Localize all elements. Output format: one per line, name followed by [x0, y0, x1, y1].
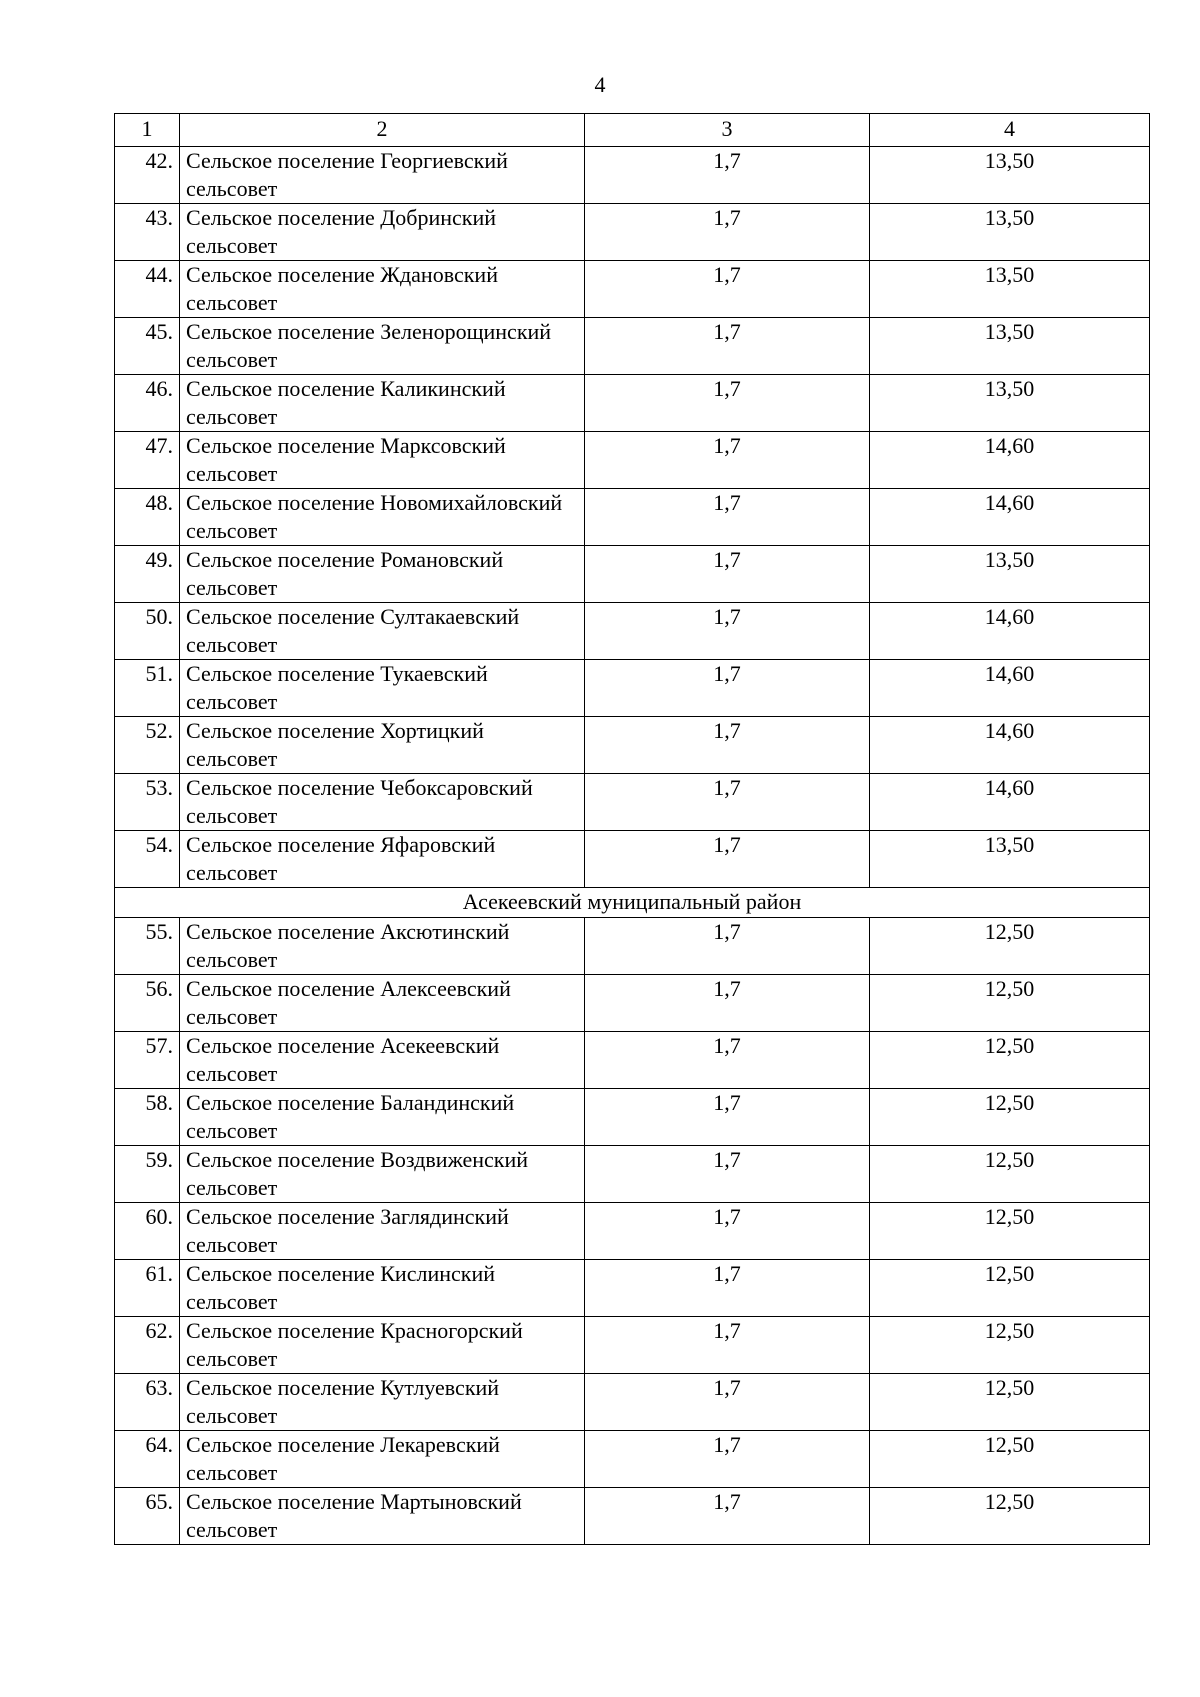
value-col-4: 13,50 — [870, 375, 1150, 432]
value-col-3: 1,7 — [585, 717, 870, 774]
row-number: 46. — [115, 375, 180, 432]
value-col-4: 12,50 — [870, 975, 1150, 1032]
settlement-name: Сельское поселение Ждановский сельсовет — [180, 261, 585, 318]
value-col-3: 1,7 — [585, 975, 870, 1032]
value-col-4: 12,50 — [870, 1431, 1150, 1488]
settlement-name: Сельское поселение Романовский сельсовет — [180, 546, 585, 603]
row-number: 62. — [115, 1317, 180, 1374]
row-number: 44. — [115, 261, 180, 318]
row-number: 61. — [115, 1260, 180, 1317]
table-row — [115, 546, 1150, 603]
row-number: 54. — [115, 831, 180, 888]
value-col-3: 1,7 — [585, 1374, 870, 1431]
value-col-3: 1,7 — [585, 489, 870, 546]
value-col-4: 13,50 — [870, 261, 1150, 318]
value-col-4: 12,50 — [870, 1089, 1150, 1146]
table-row — [115, 774, 1150, 831]
table-row — [115, 1317, 1150, 1374]
table-row — [115, 204, 1150, 261]
table-row — [115, 603, 1150, 660]
row-number: 55. — [115, 918, 180, 975]
row-number: 57. — [115, 1032, 180, 1089]
table-row — [115, 975, 1150, 1032]
value-col-4: 14,60 — [870, 660, 1150, 717]
table-row — [115, 1431, 1150, 1488]
row-number: 52. — [115, 717, 180, 774]
table-body — [115, 114, 1150, 1545]
value-col-3: 1,7 — [585, 603, 870, 660]
settlement-name: Сельское поселение Добринский сельсовет — [180, 204, 585, 261]
row-number: 51. — [115, 660, 180, 717]
row-number: 49. — [115, 546, 180, 603]
settlement-name: Сельское поселение Хортицкий сельсовет — [180, 717, 585, 774]
settlement-name: Сельское поселение Лекаревский сельсовет — [180, 1431, 585, 1488]
value-col-3: 1,7 — [585, 375, 870, 432]
value-col-4: 14,60 — [870, 774, 1150, 831]
table-row — [115, 660, 1150, 717]
row-number: 42. — [115, 147, 180, 204]
table-row — [115, 717, 1150, 774]
value-col-3: 1,7 — [585, 546, 870, 603]
settlement-name: Сельское поселение Новомихайловский сельсовет — [180, 489, 585, 546]
value-col-3: 1,7 — [585, 660, 870, 717]
value-col-4: 12,50 — [870, 1032, 1150, 1089]
section-title: Асекеевский муниципальный район — [115, 888, 1150, 918]
settlement-name: Сельское поселение Красногорский сельсовет — [180, 1317, 585, 1374]
value-col-4: 13,50 — [870, 831, 1150, 888]
value-col-4: 14,60 — [870, 717, 1150, 774]
row-number: 45. — [115, 318, 180, 375]
settlement-name: Сельское поселение Асекеевский сельсовет — [180, 1032, 585, 1089]
settlement-name: Сельское поселение Султакаевский сельсовет — [180, 603, 585, 660]
settlement-name: Сельское поселение Георгиевский сельсовет — [180, 147, 585, 204]
row-number: 48. — [115, 489, 180, 546]
value-col-3: 1,7 — [585, 1089, 870, 1146]
table-row — [115, 1260, 1150, 1317]
settlement-name: Сельское поселение Яфаровский сельсовет — [180, 831, 585, 888]
settlement-name: Сельское поселение Кислинский сельсовет — [180, 1260, 585, 1317]
value-col-4: 13,50 — [870, 204, 1150, 261]
row-number: 65. — [115, 1488, 180, 1545]
row-number: 63. — [115, 1374, 180, 1431]
value-col-3: 1,7 — [585, 1032, 870, 1089]
settlement-name: Сельское поселение Каликинский сельсовет — [180, 375, 585, 432]
table-row — [115, 375, 1150, 432]
table-row — [115, 1032, 1150, 1089]
value-col-3: 1,7 — [585, 318, 870, 375]
table-row — [115, 147, 1150, 204]
value-col-3: 1,7 — [585, 1260, 870, 1317]
header-row — [115, 114, 1150, 147]
settlement-name: Сельское поселение Зеленорощинский сельсовет — [180, 318, 585, 375]
table-row — [115, 918, 1150, 975]
value-col-4: 12,50 — [870, 918, 1150, 975]
section-row — [115, 888, 1150, 918]
value-col-4: 12,50 — [870, 1260, 1150, 1317]
value-col-4: 13,50 — [870, 546, 1150, 603]
value-col-3: 1,7 — [585, 831, 870, 888]
row-number: 64. — [115, 1431, 180, 1488]
value-col-4: 12,50 — [870, 1488, 1150, 1545]
value-col-4: 14,60 — [870, 432, 1150, 489]
table-row — [115, 261, 1150, 318]
value-col-3: 1,7 — [585, 774, 870, 831]
table-row — [115, 1203, 1150, 1260]
value-col-4: 12,50 — [870, 1203, 1150, 1260]
header-cell-1: 1 — [115, 114, 180, 147]
row-number: 43. — [115, 204, 180, 261]
value-col-3: 1,7 — [585, 1317, 870, 1374]
value-col-3: 1,7 — [585, 147, 870, 204]
value-col-3: 1,7 — [585, 1488, 870, 1545]
row-number: 60. — [115, 1203, 180, 1260]
header-cell-4: 4 — [870, 114, 1150, 147]
header-cell-2: 2 — [180, 114, 585, 147]
value-col-3: 1,7 — [585, 1431, 870, 1488]
value-col-3: 1,7 — [585, 1146, 870, 1203]
settlement-name: Сельское поселение Баландинский сельсовет — [180, 1089, 585, 1146]
settlement-name: Сельское поселение Воздвиженский сельсовет — [180, 1146, 585, 1203]
page-number: 4 — [594, 72, 606, 97]
table-row — [115, 1488, 1150, 1545]
row-number: 47. — [115, 432, 180, 489]
row-number: 50. — [115, 603, 180, 660]
value-col-3: 1,7 — [585, 204, 870, 261]
row-number: 59. — [115, 1146, 180, 1203]
settlement-name: Сельское поселение Кутлуевский сельсовет — [180, 1374, 585, 1431]
row-number: 56. — [115, 975, 180, 1032]
tariff-table — [114, 113, 1150, 1545]
table-row — [115, 1089, 1150, 1146]
table-row — [115, 831, 1150, 888]
value-col-3: 1,7 — [585, 918, 870, 975]
settlement-name: Сельское поселение Алексеевский сельсовет — [180, 975, 585, 1032]
settlement-name: Сельское поселение Чебоксаровский сельсовет — [180, 774, 585, 831]
table-row — [115, 1146, 1150, 1203]
settlement-name: Сельское поселение Аксютинский сельсовет — [180, 918, 585, 975]
settlement-name: Сельское поселение Тукаевский сельсовет — [180, 660, 585, 717]
header-cell-3: 3 — [585, 114, 870, 147]
row-number: 58. — [115, 1089, 180, 1146]
table-row — [115, 489, 1150, 546]
value-col-3: 1,7 — [585, 432, 870, 489]
value-col-4: 12,50 — [870, 1374, 1150, 1431]
value-col-3: 1,7 — [585, 1203, 870, 1260]
settlement-name: Сельское поселение Заглядинский сельсовет — [180, 1203, 585, 1260]
table-row — [115, 432, 1150, 489]
value-col-4: 13,50 — [870, 147, 1150, 204]
table-row — [115, 318, 1150, 375]
row-number: 53. — [115, 774, 180, 831]
settlement-name: Сельское поселение Мартыновский сельсовет — [180, 1488, 585, 1545]
value-col-4: 12,50 — [870, 1146, 1150, 1203]
value-col-4: 14,60 — [870, 489, 1150, 546]
table-row — [115, 1374, 1150, 1431]
value-col-4: 14,60 — [870, 603, 1150, 660]
value-col-4: 13,50 — [870, 318, 1150, 375]
value-col-4: 12,50 — [870, 1317, 1150, 1374]
settlement-name: Сельское поселение Марксовский сельсовет — [180, 432, 585, 489]
value-col-3: 1,7 — [585, 261, 870, 318]
